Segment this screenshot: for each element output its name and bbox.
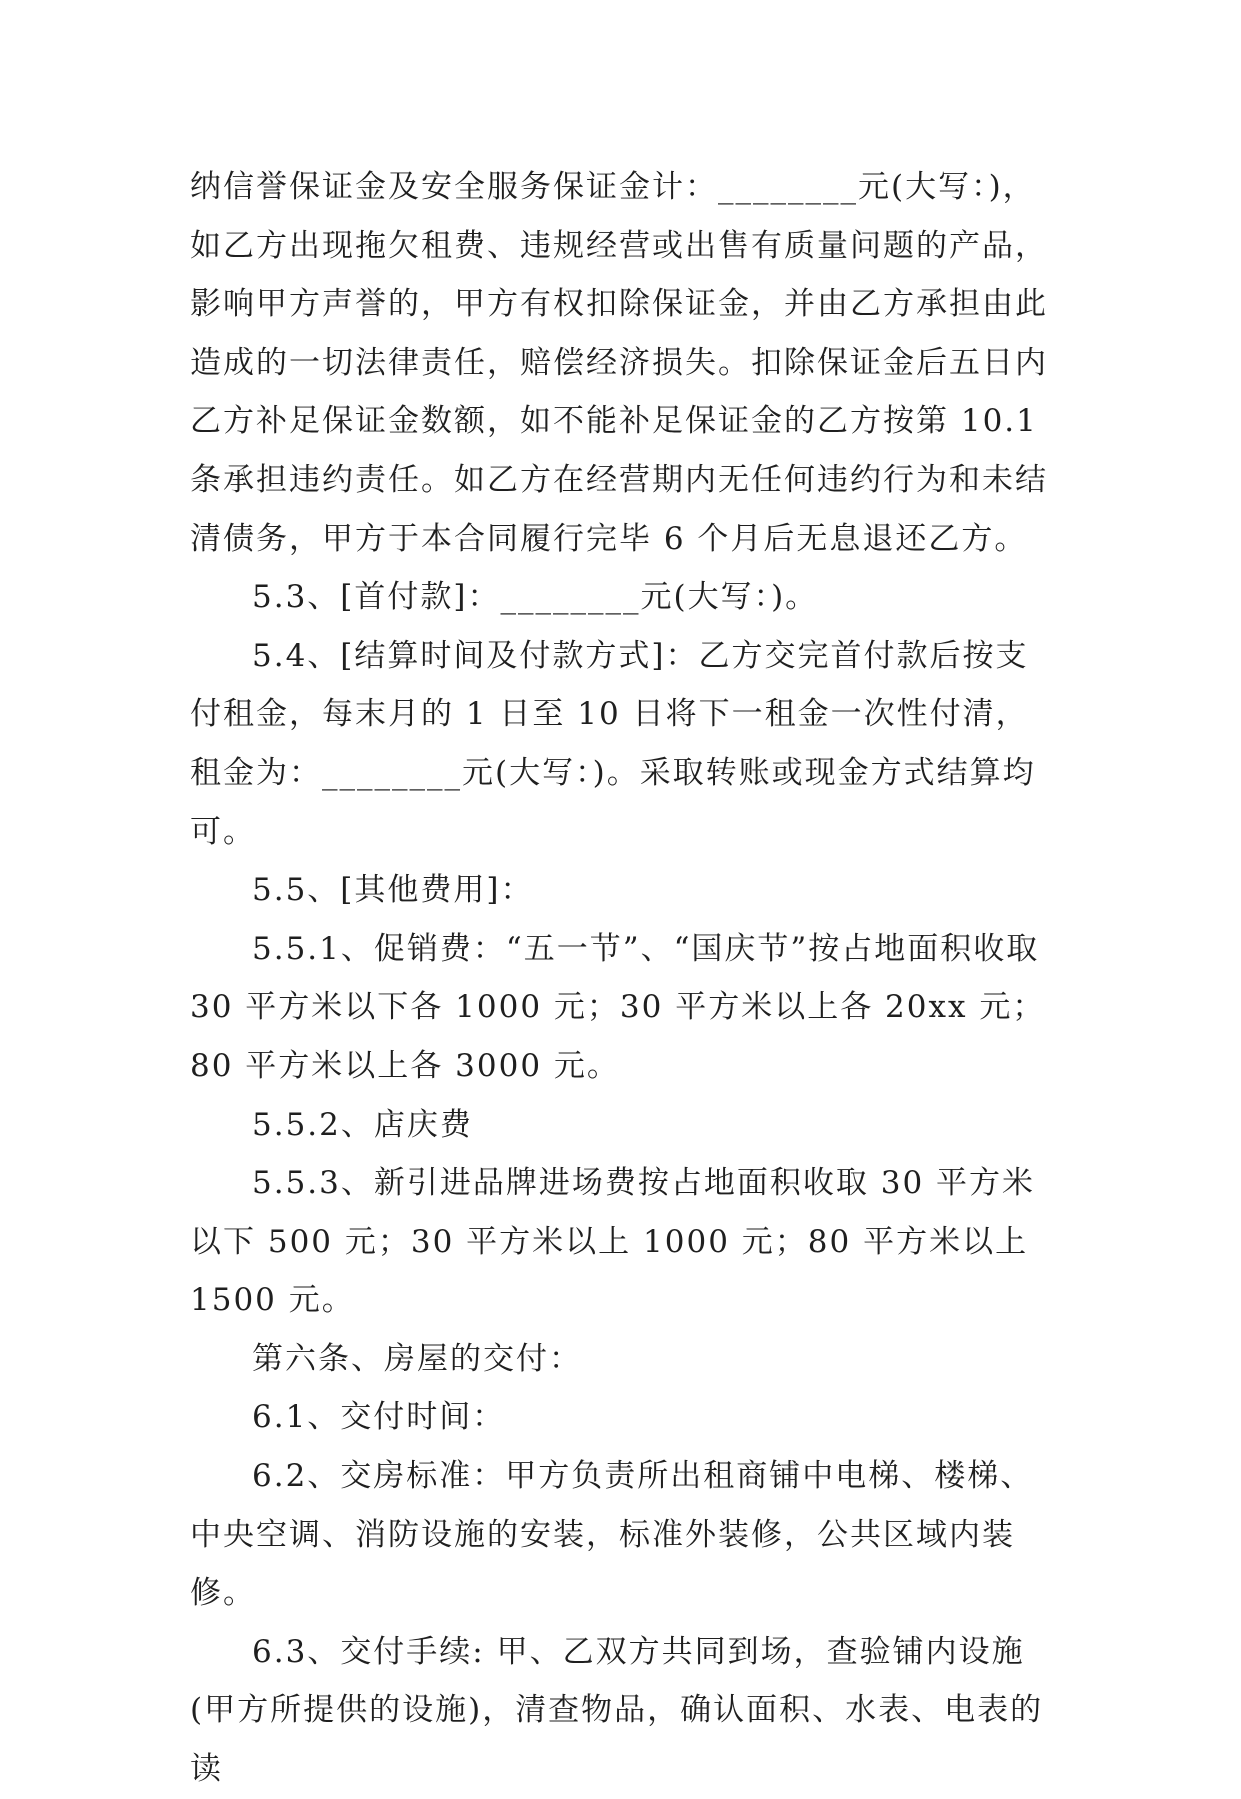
paragraph-deposit-terms: 纳信誉保证金及安全服务保证金计：________元(大写：)，如乙方出现拖欠租费、违规经营或出售有质量问题的产品，影响甲方声誉的，甲方有权扣除保证金，并由乙方承担由此造成的一切法律责任，赔偿经济损失。扣除保证金后五日内乙方补足保证金数额，如不能补足保证金的乙方按第 10.1 条承担违约责任。如乙方在经营期内无任何违约行为和未结清债务，甲方于本合同履行完毕 6 个月后无息退还乙方。 <box>190 169 1050 557</box>
paragraph-5-5-2-anniversary-fee: 5.5.2、店庆费 <box>252 1106 473 1143</box>
paragraph-5-5-1-promotion-fee: 5.5.1、促销费：“五一节”、“国庆节”按占地面积收取 30 平方米以下各 1000 元；30 平方米以上各 20xx 元；80 平方米以上各 3000 元。 <box>190 930 1052 1084</box>
paragraph-5-4-settlement: 5.4、[结算时间及付款方式]：乙方交完首付款后按支付租金，每末月的 1 日至 10 日将下一租金一次性付清，租金为：________元(大写：)。采取转账或现金方式结算均可。 <box>190 637 1036 850</box>
document-body <box>190 158 1060 1799</box>
paragraph-6-1-delivery-time: 6.1、交付时间： <box>252 1399 506 1436</box>
paragraph-6-3-delivery-procedure: 6.3、交付手续: 甲、乙双方共同到场，查验铺内设施(甲方所提供的设施)，清查物品，确认面积、水表、电表的读 <box>190 1633 1044 1788</box>
paragraph-5-5-other-fees: 5.5、[其他费用]： <box>252 872 534 909</box>
paragraph-6-2-delivery-standard: 6.2、交房标准：甲方负责所出租商铺中电梯、楼梯、中央空调、消防设施的安装，标准外装修，公共区域内装修。 <box>190 1458 1034 1612</box>
heading-article-6: 第六条、房屋的交付： <box>252 1340 582 1377</box>
paragraph-5-3-down-payment: 5.3、[首付款]：________元(大写：)。 <box>252 579 819 616</box>
paragraph-5-5-3-entry-fee: 5.5.3、新引进品牌进场费按占地面积收取 30 平方米以下 500 元；30 平方米以上 1000 元；80 平方米以上 1500 元。 <box>190 1165 1040 1319</box>
